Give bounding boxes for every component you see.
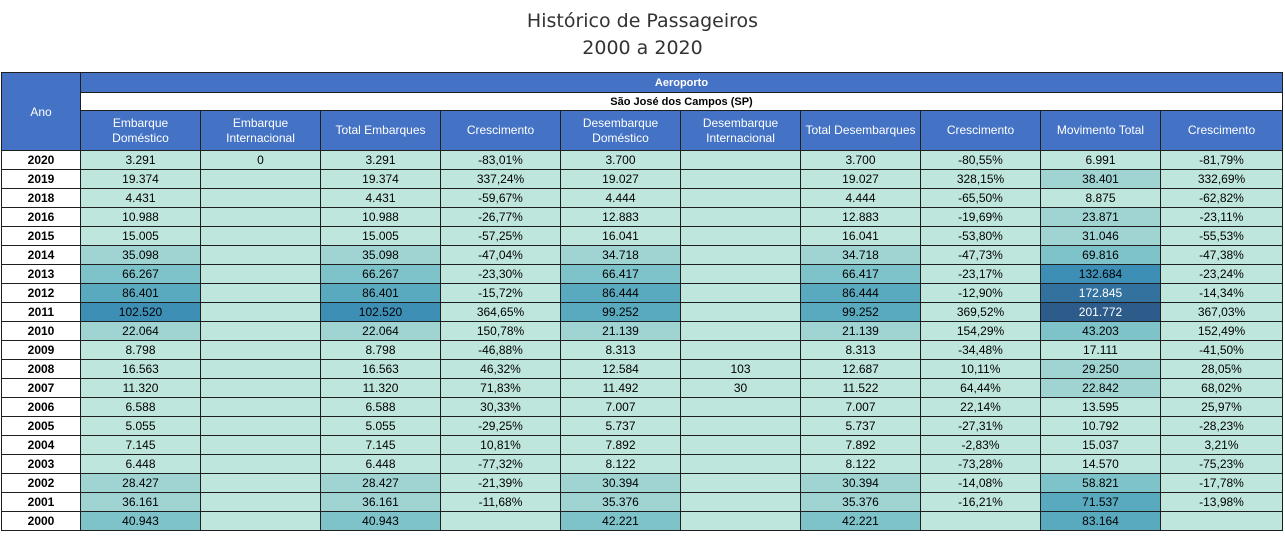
- data-cell: 8.313: [801, 341, 921, 360]
- data-cell: 367,03%: [1161, 303, 1283, 322]
- data-cell: [681, 493, 801, 512]
- table-row: [2, 208, 1283, 227]
- header-aeroporto: Aeroporto: [81, 73, 1283, 93]
- table-row: [2, 265, 1283, 284]
- data-cell: -12,90%: [921, 284, 1041, 303]
- data-cell: -73,28%: [921, 455, 1041, 474]
- data-cell: 35.098: [321, 246, 441, 265]
- data-cell: 102.520: [81, 303, 201, 322]
- data-cell: 5.055: [81, 417, 201, 436]
- data-cell: 19.374: [81, 170, 201, 189]
- year-cell: 2020: [2, 151, 81, 170]
- year-cell: 2007: [2, 379, 81, 398]
- data-cell: 34.718: [801, 246, 921, 265]
- data-cell: -34,48%: [921, 341, 1041, 360]
- column-header: Crescimento: [441, 111, 561, 151]
- data-cell: 34.718: [561, 246, 681, 265]
- data-cell: 21.139: [801, 322, 921, 341]
- year-cell: 2004: [2, 436, 81, 455]
- data-cell: -65,50%: [921, 189, 1041, 208]
- data-cell: 8.122: [561, 455, 681, 474]
- data-cell: 58.821: [1041, 474, 1161, 493]
- column-header: Embarque Doméstico: [81, 111, 201, 151]
- data-cell: 19.027: [801, 170, 921, 189]
- data-cell: [681, 398, 801, 417]
- data-cell: 10.988: [81, 208, 201, 227]
- data-cell: -55,53%: [1161, 227, 1283, 246]
- data-cell: -11,68%: [441, 493, 561, 512]
- year-cell: 2001: [2, 493, 81, 512]
- data-cell: 3,21%: [1161, 436, 1283, 455]
- table-row: [2, 455, 1283, 474]
- column-header: Crescimento: [1161, 111, 1283, 151]
- table-row: [2, 493, 1283, 512]
- data-cell: 86.444: [561, 284, 681, 303]
- data-cell: 7.145: [81, 436, 201, 455]
- column-header: Crescimento: [921, 111, 1041, 151]
- data-cell: 28.427: [81, 474, 201, 493]
- data-cell: 10,11%: [921, 360, 1041, 379]
- data-cell: 0: [201, 151, 321, 170]
- data-cell: [1161, 512, 1283, 531]
- data-cell: [201, 322, 321, 341]
- data-cell: [201, 379, 321, 398]
- data-cell: 28.427: [321, 474, 441, 493]
- column-header: Movimento Total: [1041, 111, 1161, 151]
- data-cell: [201, 360, 321, 379]
- data-cell: -62,82%: [1161, 189, 1283, 208]
- title-line-2: 2000 a 2020: [582, 37, 703, 59]
- data-cell: 40.943: [81, 512, 201, 531]
- year-cell: 2002: [2, 474, 81, 493]
- data-cell: 328,15%: [921, 170, 1041, 189]
- data-cell: 86.401: [81, 284, 201, 303]
- data-cell: -23,17%: [921, 265, 1041, 284]
- data-cell: 4.444: [801, 189, 921, 208]
- data-cell: 86.401: [321, 284, 441, 303]
- data-cell: [681, 227, 801, 246]
- data-cell: 3.700: [801, 151, 921, 170]
- data-cell: 15.005: [81, 227, 201, 246]
- data-cell: [201, 341, 321, 360]
- data-cell: 22,14%: [921, 398, 1041, 417]
- data-cell: 15.005: [321, 227, 441, 246]
- data-cell: 150,78%: [441, 322, 561, 341]
- data-cell: [201, 436, 321, 455]
- data-cell: 38.401: [1041, 170, 1161, 189]
- data-cell: 31.046: [1041, 227, 1161, 246]
- data-cell: 201.772: [1041, 303, 1161, 322]
- data-cell: 36.161: [81, 493, 201, 512]
- data-cell: 35.098: [81, 246, 201, 265]
- table-row: [2, 322, 1283, 341]
- column-header: Desembarque Doméstico: [561, 111, 681, 151]
- year-cell: 2016: [2, 208, 81, 227]
- data-cell: 4.431: [81, 189, 201, 208]
- data-cell: [681, 265, 801, 284]
- data-cell: [201, 303, 321, 322]
- data-cell: -57,25%: [441, 227, 561, 246]
- table-row: [2, 341, 1283, 360]
- data-cell: 11.320: [81, 379, 201, 398]
- data-cell: 29.250: [1041, 360, 1161, 379]
- data-cell: 30.394: [561, 474, 681, 493]
- data-cell: 102.520: [321, 303, 441, 322]
- data-cell: 7.145: [321, 436, 441, 455]
- table-row: [2, 246, 1283, 265]
- data-cell: [681, 170, 801, 189]
- data-cell: 8.122: [801, 455, 921, 474]
- data-cell: 12.883: [801, 208, 921, 227]
- data-cell: 4.431: [321, 189, 441, 208]
- column-header: Total Embarques: [321, 111, 441, 151]
- data-cell: [441, 512, 561, 531]
- data-cell: [681, 284, 801, 303]
- table-row: [2, 379, 1283, 398]
- data-cell: 103: [681, 360, 801, 379]
- data-cell: 7.007: [561, 398, 681, 417]
- data-cell: 36.161: [321, 493, 441, 512]
- data-cell: 7.892: [561, 436, 681, 455]
- data-cell: 15.037: [1041, 436, 1161, 455]
- data-cell: 6.588: [81, 398, 201, 417]
- data-cell: [201, 284, 321, 303]
- data-cell: 46,32%: [441, 360, 561, 379]
- data-cell: 42.221: [561, 512, 681, 531]
- data-cell: -27,31%: [921, 417, 1041, 436]
- data-cell: 42.221: [801, 512, 921, 531]
- data-cell: 8.798: [81, 341, 201, 360]
- data-cell: -47,38%: [1161, 246, 1283, 265]
- data-cell: 68,02%: [1161, 379, 1283, 398]
- data-cell: 5.737: [561, 417, 681, 436]
- table-row: [2, 417, 1283, 436]
- table-row: [2, 284, 1283, 303]
- year-cell: 2006: [2, 398, 81, 417]
- column-header: Desembarque Internacional: [681, 111, 801, 151]
- table-row: [2, 474, 1283, 493]
- data-cell: -14,08%: [921, 474, 1041, 493]
- data-cell: [201, 170, 321, 189]
- data-cell: [681, 417, 801, 436]
- data-cell: 17.111: [1041, 341, 1161, 360]
- data-cell: -2,83%: [921, 436, 1041, 455]
- data-cell: -14,34%: [1161, 284, 1283, 303]
- data-cell: [201, 474, 321, 493]
- table-row: [2, 512, 1283, 531]
- data-cell: 23.871: [1041, 208, 1161, 227]
- year-cell: 2005: [2, 417, 81, 436]
- data-cell: 16.041: [801, 227, 921, 246]
- data-cell: 11.522: [801, 379, 921, 398]
- data-cell: [201, 493, 321, 512]
- data-cell: 6.448: [321, 455, 441, 474]
- data-cell: 40.943: [321, 512, 441, 531]
- data-cell: -23,11%: [1161, 208, 1283, 227]
- data-cell: 369,52%: [921, 303, 1041, 322]
- year-cell: 2018: [2, 189, 81, 208]
- data-cell: 10.988: [321, 208, 441, 227]
- data-cell: 12.584: [561, 360, 681, 379]
- data-cell: -77,32%: [441, 455, 561, 474]
- data-cell: 132.684: [1041, 265, 1161, 284]
- data-cell: 6.588: [321, 398, 441, 417]
- data-cell: 35.376: [801, 493, 921, 512]
- data-cell: 3.700: [561, 151, 681, 170]
- data-cell: 22.064: [81, 322, 201, 341]
- data-cell: 71,83%: [441, 379, 561, 398]
- data-cell: 16.563: [81, 360, 201, 379]
- data-cell: 6.448: [81, 455, 201, 474]
- header-ano: Ano: [2, 73, 81, 151]
- data-cell: -53,80%: [921, 227, 1041, 246]
- table-row: [2, 398, 1283, 417]
- data-cell: 66.267: [81, 265, 201, 284]
- data-cell: -17,78%: [1161, 474, 1283, 493]
- data-cell: 25,97%: [1161, 398, 1283, 417]
- year-cell: 2011: [2, 303, 81, 322]
- data-cell: 364,65%: [441, 303, 561, 322]
- data-cell: -81,79%: [1161, 151, 1283, 170]
- data-cell: 8.798: [321, 341, 441, 360]
- data-cell: 10,81%: [441, 436, 561, 455]
- data-cell: -46,88%: [441, 341, 561, 360]
- data-cell: [681, 151, 801, 170]
- data-cell: -47,73%: [921, 246, 1041, 265]
- data-cell: -80,55%: [921, 151, 1041, 170]
- data-cell: [681, 455, 801, 474]
- table-row: [2, 151, 1283, 170]
- data-cell: [681, 246, 801, 265]
- column-header: Total Desembarques: [801, 111, 921, 151]
- year-cell: 2008: [2, 360, 81, 379]
- title-line-1: Histórico de Passageiros: [526, 10, 759, 32]
- data-cell: 154,29%: [921, 322, 1041, 341]
- data-cell: 71.537: [1041, 493, 1161, 512]
- year-cell: 2015: [2, 227, 81, 246]
- data-cell: -23,24%: [1161, 265, 1283, 284]
- data-cell: [201, 417, 321, 436]
- year-cell: 2009: [2, 341, 81, 360]
- data-cell: [201, 512, 321, 531]
- data-cell: [681, 208, 801, 227]
- data-cell: 35.376: [561, 493, 681, 512]
- data-cell: [681, 322, 801, 341]
- data-cell: -75,23%: [1161, 455, 1283, 474]
- data-cell: 6.991: [1041, 151, 1161, 170]
- data-cell: -19,69%: [921, 208, 1041, 227]
- data-cell: 14.570: [1041, 455, 1161, 474]
- data-cell: -23,30%: [441, 265, 561, 284]
- data-cell: 21.139: [561, 322, 681, 341]
- data-cell: [201, 208, 321, 227]
- year-cell: 2013: [2, 265, 81, 284]
- data-cell: 172.845: [1041, 284, 1161, 303]
- data-cell: -15,72%: [441, 284, 561, 303]
- data-cell: 7.007: [801, 398, 921, 417]
- data-cell: -26,77%: [441, 208, 561, 227]
- data-cell: 86.444: [801, 284, 921, 303]
- data-cell: [681, 436, 801, 455]
- data-cell: 19.027: [561, 170, 681, 189]
- chart-title: [0, 8, 1285, 62]
- year-cell: 2014: [2, 246, 81, 265]
- data-cell: 99.252: [561, 303, 681, 322]
- data-cell: 12.687: [801, 360, 921, 379]
- data-cell: [681, 341, 801, 360]
- data-cell: [681, 189, 801, 208]
- data-cell: 43.203: [1041, 322, 1161, 341]
- data-cell: 11.320: [321, 379, 441, 398]
- data-cell: [201, 227, 321, 246]
- data-cell: 99.252: [801, 303, 921, 322]
- data-cell: 7.892: [801, 436, 921, 455]
- data-cell: 22.064: [321, 322, 441, 341]
- data-cell: 30: [681, 379, 801, 398]
- data-cell: -28,23%: [1161, 417, 1283, 436]
- data-cell: 152,49%: [1161, 322, 1283, 341]
- data-cell: [681, 474, 801, 493]
- data-cell: 19.374: [321, 170, 441, 189]
- data-cell: [201, 398, 321, 417]
- table-row: [2, 170, 1283, 189]
- data-cell: [201, 265, 321, 284]
- data-cell: -13,98%: [1161, 493, 1283, 512]
- data-cell: 5.737: [801, 417, 921, 436]
- year-cell: 2000: [2, 512, 81, 531]
- year-cell: 2003: [2, 455, 81, 474]
- data-cell: 13.595: [1041, 398, 1161, 417]
- table-row: [2, 436, 1283, 455]
- table-row: [2, 189, 1283, 208]
- data-cell: 8.875: [1041, 189, 1161, 208]
- year-cell: 2010: [2, 322, 81, 341]
- table-row: [2, 303, 1283, 322]
- data-cell: 8.313: [561, 341, 681, 360]
- data-cell: 16.563: [321, 360, 441, 379]
- header-city: São José dos Campos (SP): [81, 93, 1283, 111]
- data-cell: 66.267: [321, 265, 441, 284]
- data-cell: 16.041: [561, 227, 681, 246]
- data-cell: 3.291: [81, 151, 201, 170]
- data-cell: 64,44%: [921, 379, 1041, 398]
- passenger-table: [1, 72, 1283, 531]
- data-cell: 5.055: [321, 417, 441, 436]
- table-row: [2, 360, 1283, 379]
- data-cell: 4.444: [561, 189, 681, 208]
- data-cell: -16,21%: [921, 493, 1041, 512]
- data-cell: [921, 512, 1041, 531]
- data-cell: -59,67%: [441, 189, 561, 208]
- data-cell: [681, 303, 801, 322]
- year-cell: 2019: [2, 170, 81, 189]
- data-cell: 83.164: [1041, 512, 1161, 531]
- data-cell: [201, 189, 321, 208]
- data-cell: 66.417: [561, 265, 681, 284]
- data-cell: -47,04%: [441, 246, 561, 265]
- data-cell: 11.492: [561, 379, 681, 398]
- data-cell: 22.842: [1041, 379, 1161, 398]
- year-cell: 2012: [2, 284, 81, 303]
- data-cell: -83,01%: [441, 151, 561, 170]
- data-cell: 66.417: [801, 265, 921, 284]
- data-cell: -41,50%: [1161, 341, 1283, 360]
- data-cell: 3.291: [321, 151, 441, 170]
- data-cell: [201, 246, 321, 265]
- data-cell: 10.792: [1041, 417, 1161, 436]
- data-cell: -21,39%: [441, 474, 561, 493]
- data-cell: 332,69%: [1161, 170, 1283, 189]
- data-cell: 28,05%: [1161, 360, 1283, 379]
- data-cell: [201, 455, 321, 474]
- data-cell: 30.394: [801, 474, 921, 493]
- data-cell: 337,24%: [441, 170, 561, 189]
- data-cell: 12.883: [561, 208, 681, 227]
- data-cell: [681, 512, 801, 531]
- data-cell: -29,25%: [441, 417, 561, 436]
- data-cell: 30,33%: [441, 398, 561, 417]
- column-header: Embarque Internacional: [201, 111, 321, 151]
- data-cell: 69.816: [1041, 246, 1161, 265]
- table-row: [2, 227, 1283, 246]
